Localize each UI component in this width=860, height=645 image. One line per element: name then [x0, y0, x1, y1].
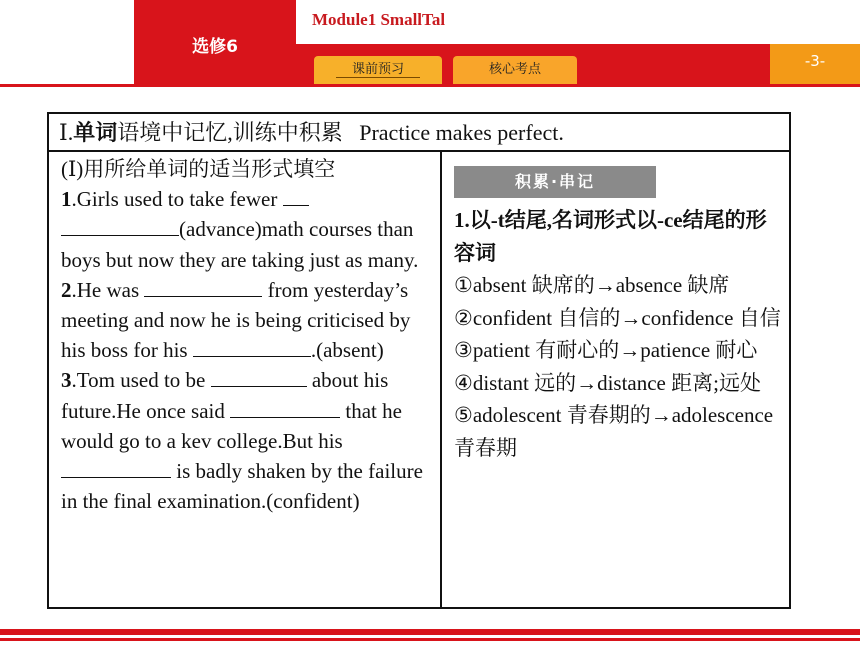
question-2 — [61, 275, 431, 366]
q2-text-c: .(absent) — [310, 338, 384, 363]
q2-blank-b[interactable] — [193, 356, 311, 357]
q1-blank-b[interactable] — [61, 235, 179, 236]
heading-roman: Ⅰ. — [59, 120, 74, 145]
q1-text-b: (advance)math courses than boys but now they are taking just as many. — [61, 217, 419, 272]
q3-number: 3 — [61, 368, 72, 393]
q1-text-a: .Girls used to take fewer — [71, 187, 283, 212]
tab-preview[interactable] — [314, 56, 442, 84]
exercise-instruction: (Ⅰ)用所给单词的适当形式填空 — [61, 157, 336, 181]
heading-english: Practice makes perfect. — [359, 120, 564, 145]
tab-core-points[interactable] — [453, 56, 577, 84]
word-item-5: ⑤adolescent 青春期的→adolescence 青春期 — [454, 403, 774, 460]
table-heading — [49, 114, 789, 152]
tab-core-points-label: 核心考点 — [488, 62, 541, 77]
page-number: -3- — [804, 52, 826, 70]
word-item-1: ①absent 缺席的→absence 缺席 — [454, 273, 730, 297]
q3-text-b: about his future.He once said — [61, 368, 389, 423]
module-title: Module1 SmallTal — [312, 10, 446, 29]
q3-text-c: that he would go to a kev college.But his — [61, 398, 402, 453]
exercise-table — [47, 112, 791, 609]
question-3 — [61, 365, 431, 516]
footer-line — [0, 638, 860, 641]
tab-preview-label: 课前预习 — [351, 62, 404, 77]
q2-number: 2 — [61, 277, 72, 302]
section-label-box — [134, 0, 296, 84]
header-divider — [0, 84, 860, 87]
q1-blank-a[interactable] — [283, 205, 309, 206]
notes-label: 积累·串记 — [454, 166, 656, 198]
q3-text-d: is badly shaken by the failure in the final examination.(confident) — [61, 459, 423, 514]
q2-text-a: .He was — [71, 277, 145, 302]
section-label: 选修6 — [192, 37, 238, 57]
q2-blank-a[interactable] — [144, 296, 262, 297]
question-1 — [61, 184, 431, 275]
q3-text-a: .Tom used to be — [71, 368, 211, 393]
word-item-2: ②confident 自信的→confidence 自信 — [454, 305, 781, 330]
word-item-3: ③patient 有耐心的→patience 耐心 — [454, 338, 758, 362]
rule-title: 1.以-t结尾,名词形式以-ce结尾的形容词 — [454, 208, 767, 265]
exercise-column — [61, 154, 431, 516]
q3-blank-a[interactable] — [211, 386, 307, 387]
q1-number: 1 — [61, 187, 72, 212]
column-divider — [440, 152, 442, 609]
footer-bar — [0, 629, 860, 635]
word-item-4: ④distant 远的→distance 距离;远处 — [454, 370, 761, 395]
q3-blank-b[interactable] — [230, 417, 340, 418]
q2-text-b: from yesterday’s meeting and now he is being criticised by his boss for his — [61, 277, 411, 363]
tab-preview-underline — [336, 77, 420, 78]
heading-rest: 语境中记忆,训练中积累 — [117, 120, 343, 145]
notes-column — [454, 166, 784, 464]
q3-blank-c[interactable] — [61, 477, 171, 478]
heading-bold: 单词 — [73, 120, 118, 145]
